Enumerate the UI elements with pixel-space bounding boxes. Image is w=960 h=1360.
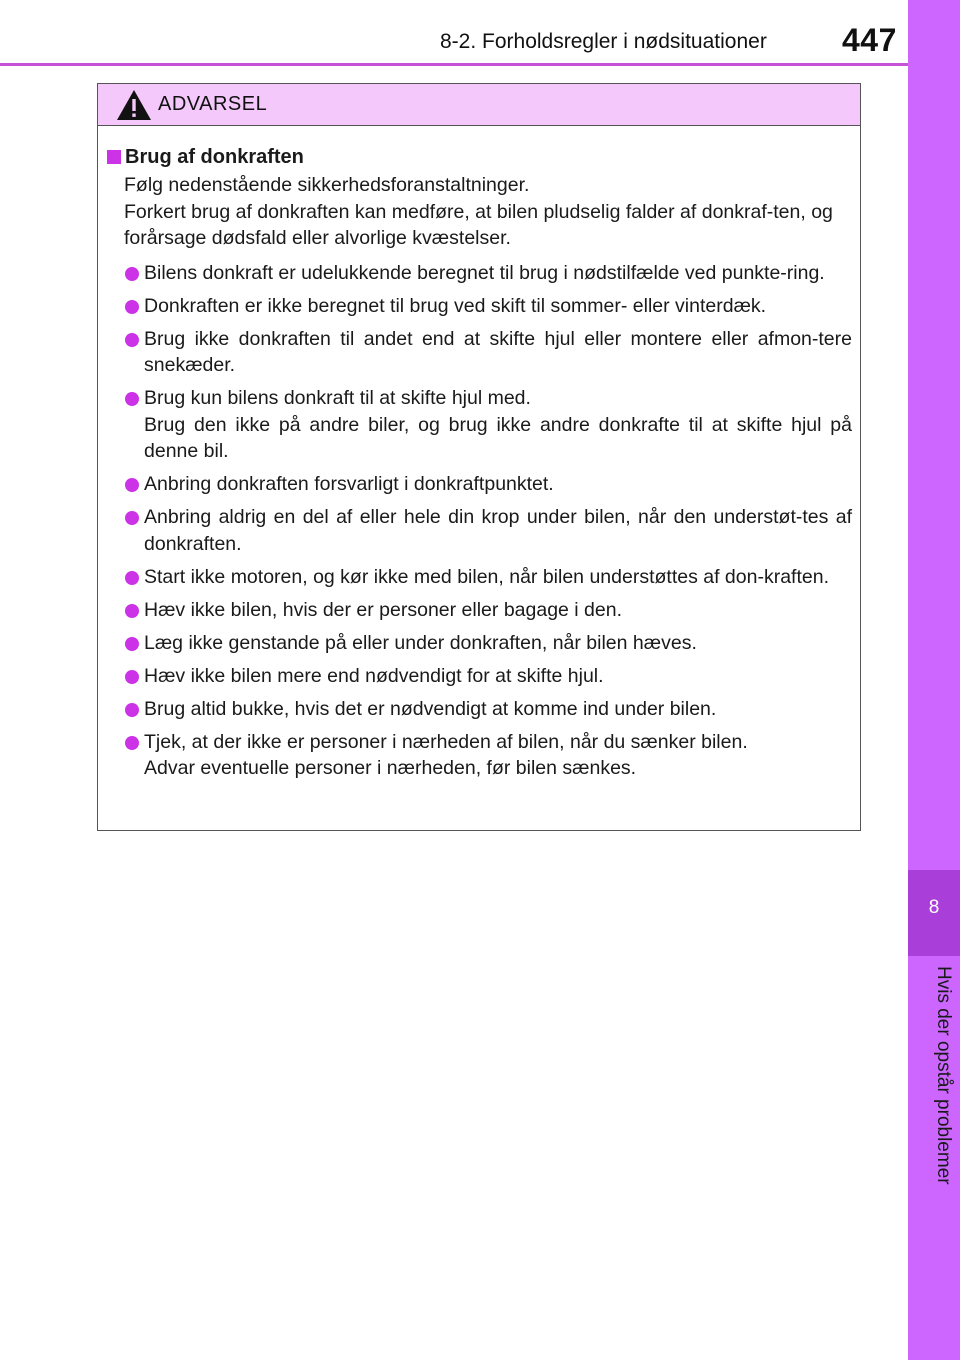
page-number: 447: [842, 22, 897, 58]
list-item: Tjek, at der ikke er personer i nærheden af bilen, når du sænker bilen. Advar eventuelle personer i nærheden, før bilen sænkes.: [98, 729, 860, 782]
dot-bullet-icon: [125, 478, 139, 492]
warning-triangle-icon: [116, 89, 152, 121]
dot-bullet-icon: [125, 267, 139, 281]
header-rule: [0, 63, 908, 66]
chapter-number-box: [908, 870, 960, 956]
list-item: Start ikke motoren, og kør ikke med bilen, når bilen understøttes af don-kraften.: [98, 564, 860, 591]
intro-line-2: Forkert brug af donkraften kan medføre, at bilen pludselig falder af donkraf-ten, og forårsage dødsfald eller alvorlige kvæstelser.: [124, 200, 833, 249]
list-item: Anbring aldrig en del af eller hele din krop under bilen, når den understøt-tes af donkraften.: [98, 504, 860, 557]
intro-text: [98, 172, 860, 252]
list-item: Hæv ikke bilen mere end nødvendigt for at skifte hjul.: [98, 663, 860, 690]
dot-bullet-icon: [125, 333, 139, 347]
warning-header: [98, 84, 860, 126]
intro-line-1: Følg nedenstående sikkerhedsforanstaltninger.: [124, 174, 530, 196]
list-item: Bilens donkraft er udelukkende beregnet til brug i nødstilfælde ved punkte-ring.: [98, 260, 860, 287]
list-item: Donkraften er ikke beregnet til brug ved skift til sommer- eller vinterdæk.: [98, 293, 860, 320]
chapter-title: Hvis der opstår problemer: [933, 966, 954, 1185]
warning-label: ADVARSEL: [158, 93, 268, 115]
dot-bullet-icon: [125, 571, 139, 585]
dot-bullet-icon: [125, 670, 139, 684]
dot-bullet-icon: [125, 736, 139, 750]
dot-bullet-icon: [125, 511, 139, 525]
square-bullet-icon: [107, 150, 121, 164]
dot-bullet-icon: [125, 392, 139, 406]
section-title: 8-2. Forholdsregler i nødsituationer: [440, 30, 767, 53]
dot-bullet-icon: [125, 703, 139, 717]
dot-bullet-icon: [125, 637, 139, 651]
list-item: Læg ikke genstande på eller under donkraften, når bilen hæves.: [98, 630, 860, 657]
list-item: Brug kun bilens donkraft til at skifte hjul med. Brug den ikke på andre biler, og brug ikke andre donkrafte til at skifte hjul på denne bil.: [98, 385, 860, 465]
chapter-number: 8: [928, 897, 940, 918]
warning-box: [97, 83, 861, 831]
item-heading: [98, 144, 860, 170]
item-heading-text: Brug af donkraften: [125, 146, 304, 168]
list-item: Anbring donkraften forsvarligt i donkraftpunktet.: [98, 471, 860, 498]
dot-bullet-icon: [125, 604, 139, 618]
list-item: Brug altid bukke, hvis det er nødvendigt at komme ind under bilen.: [98, 696, 860, 723]
precaution-list: [98, 260, 860, 782]
list-item: Hæv ikke bilen, hvis der er personer eller bagage i den.: [98, 597, 860, 624]
list-item: Brug ikke donkraften til andet end at skifte hjul eller montere eller afmon-tere snekæder.: [98, 326, 860, 379]
warning-content: [98, 144, 860, 788]
dot-bullet-icon: [125, 300, 139, 314]
